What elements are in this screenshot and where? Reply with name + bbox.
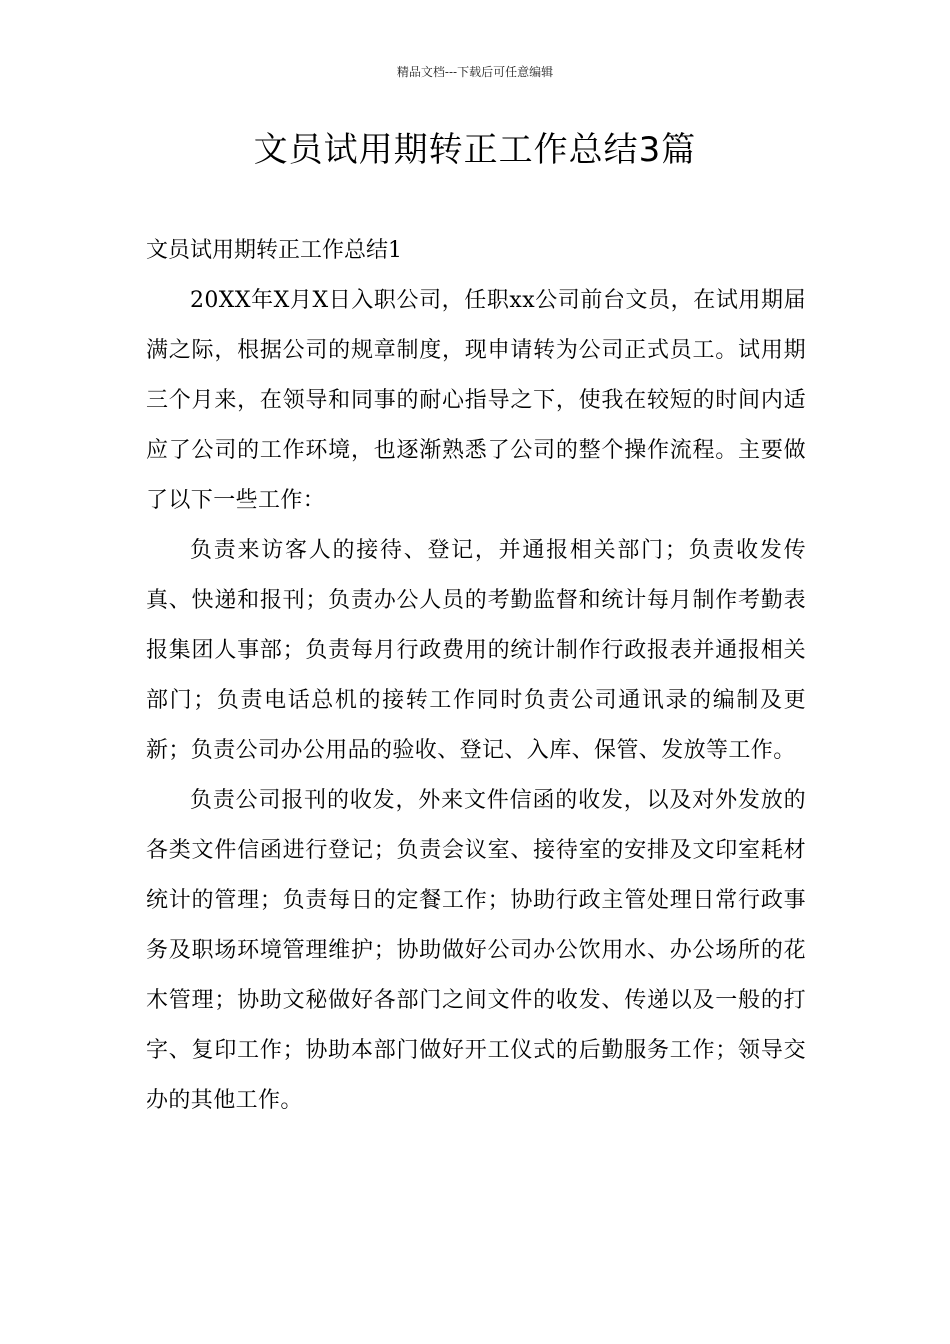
paragraph-3: 负责公司报刊的收发，外来文件信函的收发，以及对外发放的各类文件信函进行登记；负责会议室、接待室的安排及文印室耗材统计的管理；负责每日的定餐工作；协助行政主管处理日常行政事务及职场环境管理维护；协助做好公司办公饮用水、办公场所的花木管理；协助文秘做好各部门之间文件的收发、传递以及一般的打字、复印工作；协助本部门做好开工仪式的后勤服务工作；领导交办的其他工作。 xyxy=(146,788,806,1113)
document-body xyxy=(146,226,806,1126)
document-title: 文员试用期转正工作总结3篇 xyxy=(253,130,697,170)
header-note: 精品文档---下载后可任意编辑 xyxy=(396,65,554,79)
section-heading: 文员试用期转正工作总结1 xyxy=(146,238,402,263)
paragraph-2: 负责来访客人的接待、登记，并通报相关部门；负责收发传真、快递和报刊；负责办公人员的考勤监督和统计每月制作考勤表报集团人事部；负责每月行政费用的统计制作行政报表并通报相关部门；负责电话总机的接转工作同时负责公司通讯录的编制及更新；负责公司办公用品的验收、登记、入库、保管、发放等工作。 xyxy=(146,538,806,763)
paragraph-1: 20XX年X月X日入职公司，任职xx公司前台文员，在试用期届满之际，根据公司的规章制度，现申请转为公司正式员工。试用期三个月来，在领导和同事的耐心指导之下，使我在较短的时间内适应了公司的工作环境，也逐渐熟悉了公司的整个操作流程。主要做了以下一些工作： xyxy=(146,288,806,513)
